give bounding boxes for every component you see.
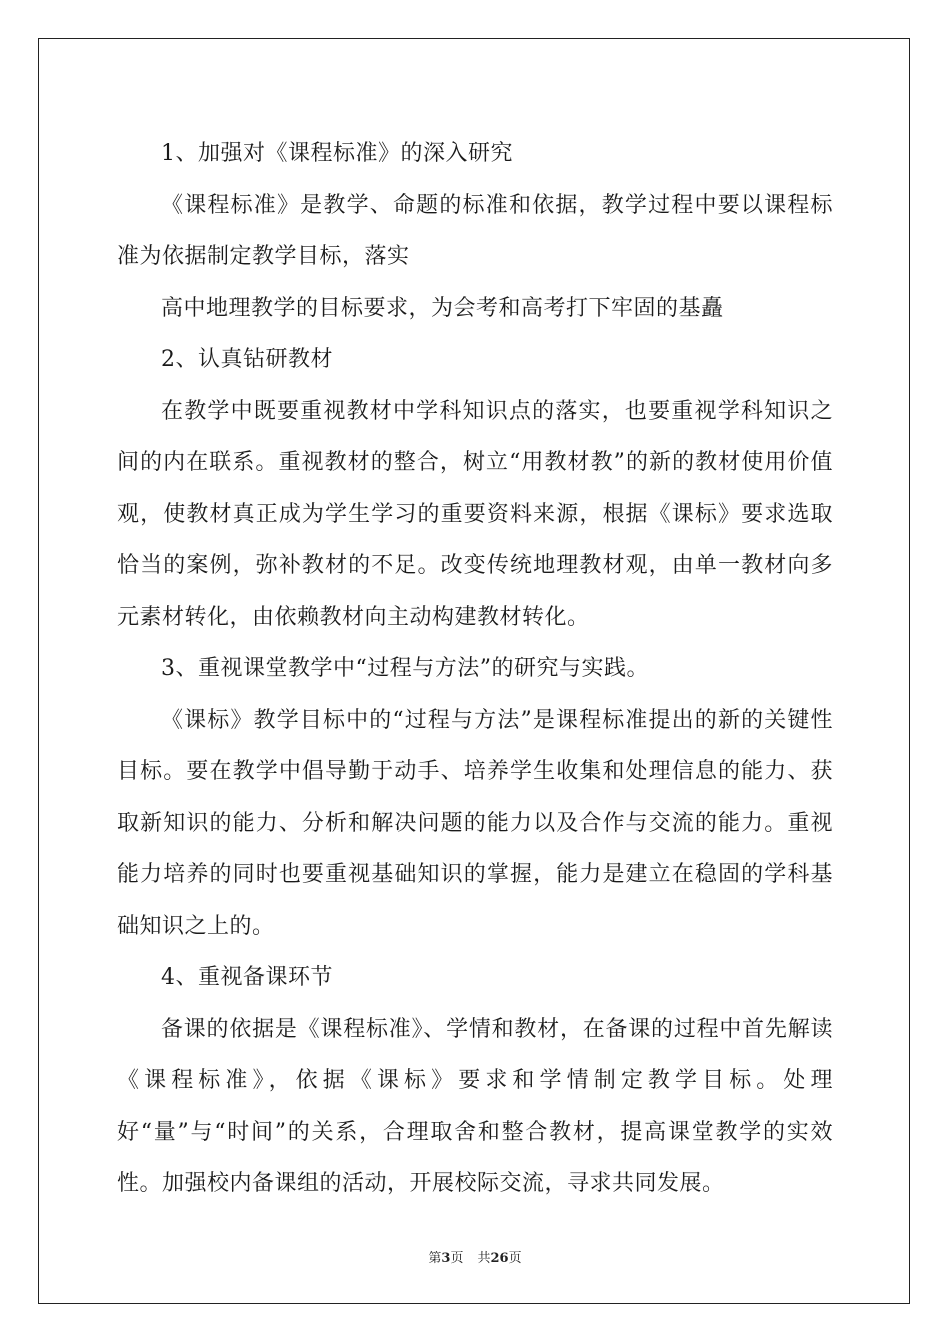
page-prefix: 第 <box>428 1251 442 1266</box>
paragraph: 《课程标准》是教学、命题的标准和依据，教学过程中要以课程标准为依据制定教学目标，落实 <box>117 192 833 269</box>
heading-4: 4、重视备课环节 <box>161 965 333 990</box>
heading-1: 1、加强对《课程标准》的深入研究 <box>161 141 513 166</box>
paragraph: 备课的依据是《课程标准》、学情和教材，在备课的过程中首先解读《课程标准》，依据《课标》要求和学情制定教学目标。处理好“量”与“时间”的关系，合理取舍和整合教材，提高课堂教学的实效性。加强校内备课组的活动，开展校际交流，寻求共同发展。 <box>117 1016 833 1196</box>
page-suffix: 页 <box>450 1251 464 1266</box>
paragraph: 高中地理教学的目标要求，为会考和高考打下牢固的基矗 <box>161 295 724 321</box>
total-prefix: 共 <box>477 1251 491 1266</box>
paragraph: 《课标》教学目标中的“过程与方法”是课程标准提出的新的关键性目标。要在教学中倡导勤于动手、培养学生收集和处理信息的能力、获取新知识的能力、分析和解决问题的能力以及合作与交流的能力。重视能力培养的同时也要重视基础知识的掌握，能力是建立在稳固的学科基础知识之上的。 <box>117 707 833 939</box>
page-footer <box>0 1247 950 1266</box>
page-number: 3 <box>441 1251 451 1266</box>
document-body <box>117 128 833 1210</box>
total-pages: 26 <box>490 1251 509 1266</box>
total-suffix: 页 <box>508 1251 522 1266</box>
paragraph: 在教学中既要重视教材中学科知识点的落实，也要重视学科知识之间的内在联系。重视教材的整合，树立“用教材教”的新的教材使用价值观，使教材真正成为学生学习的重要资料来源，根据《课标》要求选取恰当的案例，弥补教材的不足。改变传统地理教材观，由单一教材向多元素材转化，由依赖教材向主动构建教材转化。 <box>117 398 833 630</box>
heading-3: 3、重视课堂教学中“过程与方法”的研究与实践。 <box>161 656 649 681</box>
heading-2: 2、认真钻研教材 <box>161 347 333 372</box>
